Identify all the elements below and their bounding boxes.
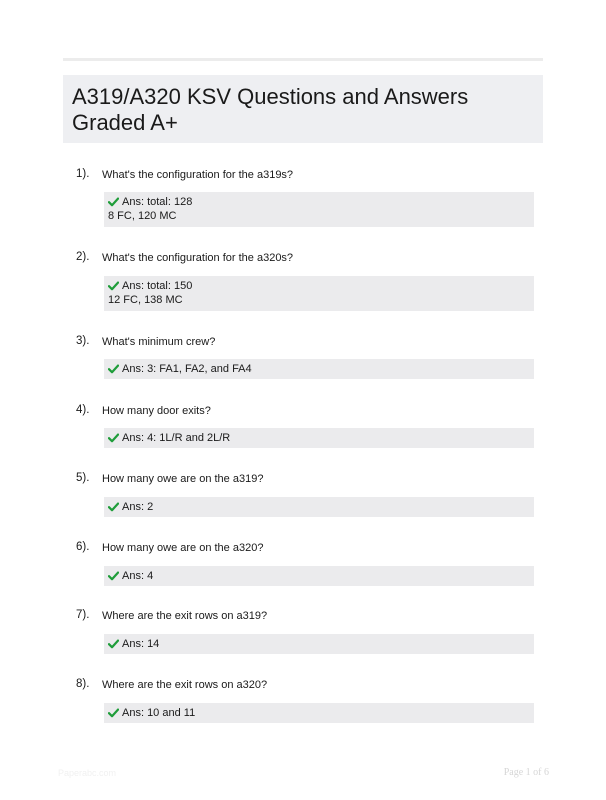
question-text: How many door exits? (102, 405, 211, 417)
answer-box (104, 276, 534, 311)
answer-text: Ans: 14 (122, 638, 160, 650)
question-number: 7). (76, 609, 90, 621)
check-icon (108, 197, 119, 207)
check-icon (108, 639, 119, 649)
answer-text: Ans: 4 (122, 570, 154, 582)
page-title: A319/A320 KSV Questions and Answers Graded A+ (72, 84, 469, 135)
answer-box (104, 359, 534, 379)
question-number: 4). (76, 404, 90, 416)
question-text: What's the configuration for the a319s? (102, 169, 294, 181)
title-banner (63, 75, 543, 143)
check-icon (108, 281, 119, 291)
question-text: How many owe are on the a319? (102, 473, 264, 485)
question-text: Where are the exit rows on a319? (102, 610, 268, 622)
answer-text: Ans: 3: FA1, FA2, and FA4 (122, 363, 252, 375)
page-number: Page 1 of 6 (503, 767, 549, 778)
answer-text: Ans: total: 150 (122, 280, 193, 292)
check-icon (108, 708, 119, 718)
answer-text: Ans: total: 128 (122, 196, 193, 208)
question-number: 1). (76, 168, 90, 180)
answer-box (104, 634, 534, 654)
answer-box (104, 703, 534, 723)
answer-detail: 8 FC, 120 MC (108, 210, 177, 222)
question-number: 6). (76, 541, 90, 553)
answer-text: Ans: 2 (122, 501, 154, 513)
check-icon (108, 433, 119, 443)
question-number: 8). (76, 678, 90, 690)
answer-text: Ans: 10 and 11 (122, 707, 196, 719)
answer-text: Ans: 4: 1L/R and 2L/R (122, 432, 231, 444)
answer-detail: 12 FC, 138 MC (108, 294, 183, 306)
footer-watermark: Paperabc.com (58, 768, 117, 778)
question-text: What's the configuration for the a320s? (102, 252, 294, 264)
answer-box (104, 497, 534, 517)
question-text: Where are the exit rows on a320? (102, 679, 268, 691)
question-number: 2). (76, 251, 90, 263)
question-text: How many owe are on the a320? (102, 542, 264, 554)
answer-box (104, 192, 534, 227)
question-text: What's minimum crew? (102, 336, 216, 348)
question-number: 3). (76, 335, 90, 347)
top-divider (63, 58, 543, 61)
answer-box (104, 566, 534, 586)
check-icon (108, 502, 119, 512)
check-icon (108, 364, 119, 374)
answer-box (104, 428, 534, 448)
question-number: 5). (76, 472, 90, 484)
check-icon (108, 571, 119, 581)
